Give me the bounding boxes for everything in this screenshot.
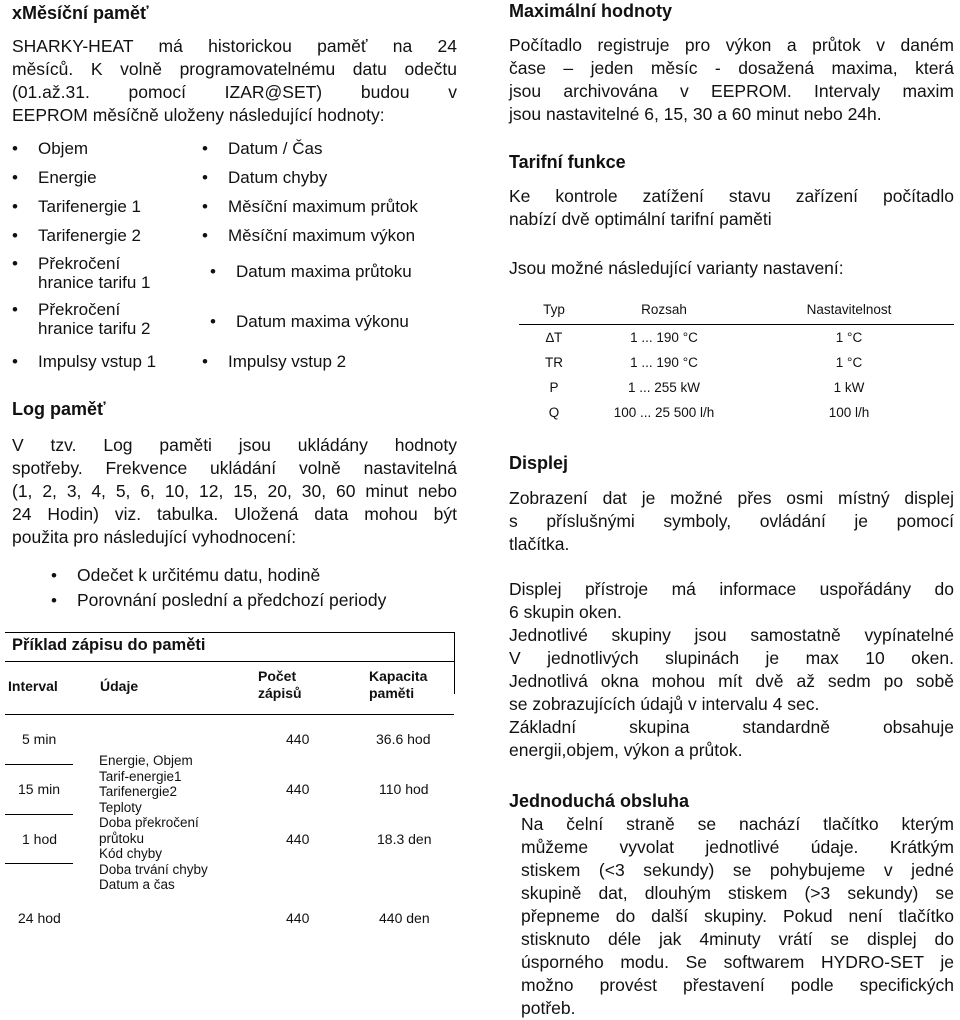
text-line: Základní skupina standardně obsahuje bbox=[509, 717, 954, 737]
text-line: V jednotlivých slupinách je max 10 oken. bbox=[509, 648, 954, 668]
memory-example-table bbox=[8, 632, 467, 1003]
table-rule bbox=[454, 632, 455, 694]
log-memory-paragraph bbox=[12, 434, 457, 549]
text-line: 6 skupin oken. bbox=[509, 602, 622, 622]
count-cell: 440 bbox=[286, 731, 310, 747]
tariff-paragraph bbox=[509, 185, 954, 231]
range-cell: 1 ... 190 °C bbox=[630, 355, 698, 370]
list-item: • Datum / Čas bbox=[228, 138, 322, 159]
count-cell: 440 bbox=[286, 910, 310, 926]
list-item: • Tarifenergie 2 bbox=[38, 225, 141, 246]
text-line: čase – jeden měsíc - dosažená maxima, která bbox=[509, 58, 954, 78]
type-cell: ∆T bbox=[545, 330, 563, 345]
text-line: tlačítka. bbox=[509, 534, 570, 554]
text-line: 24 Hodin) viz. tabulka. Uložená data mohou být bbox=[12, 504, 457, 524]
header-type: Typ bbox=[543, 302, 565, 317]
display-paragraph-2 bbox=[509, 578, 954, 762]
list-item: • Energie bbox=[38, 167, 97, 188]
type-cell: Q bbox=[548, 405, 560, 420]
simple-operation-paragraph bbox=[521, 813, 954, 1020]
text-line: použita pro následující vyhodnocení: bbox=[12, 527, 297, 547]
text-line: potřeb. bbox=[521, 998, 576, 1018]
table-rule bbox=[5, 714, 454, 715]
adjust-cell: 1 °C bbox=[835, 330, 863, 345]
text-line: nabízí dvě optimální tarifní paměti bbox=[509, 209, 772, 229]
interval-cell: 5 min bbox=[22, 731, 57, 747]
table-header-row bbox=[509, 298, 954, 324]
text-line: energii,objem, výkon a průtok. bbox=[509, 740, 743, 760]
capacity-cell: 18.3 den bbox=[377, 831, 432, 847]
count-cell: 440 bbox=[286, 831, 310, 847]
max-values-paragraph bbox=[509, 34, 954, 126]
data-item: Teploty bbox=[99, 799, 142, 815]
text-line: Zobrazení dat je možné přes osmi místný displej bbox=[509, 488, 954, 508]
interval-cell: 15 min bbox=[18, 781, 61, 797]
display-paragraph-1 bbox=[509, 487, 954, 556]
table-row bbox=[509, 326, 954, 352]
text-line: přepneme do další skupiny. Pokud není tlačítko bbox=[521, 906, 954, 926]
list-item: • Impulsy vstup 1 bbox=[38, 351, 156, 372]
list-item: • Měsíční maximum průtok bbox=[228, 196, 418, 217]
data-item: Kód chyby bbox=[99, 846, 163, 861]
list-item: • Objem bbox=[38, 138, 88, 159]
header-data: Údaje bbox=[100, 678, 139, 694]
text-line: jsou nastavitelné 6, 15, 30 a 60 minut nebo 24h. bbox=[509, 104, 882, 124]
text-line: možno provést přestavení podle specifických bbox=[521, 975, 954, 995]
simple-operation-heading: Jednoduchá obsluha bbox=[509, 791, 690, 811]
text-line: Na čelní straně se nachází tlačítko kterým bbox=[521, 814, 954, 834]
display-heading: Displej bbox=[509, 453, 569, 473]
range-cell: 100 ... 25 500 l/h bbox=[613, 405, 715, 420]
text-line: Jednotlivé skupiny jsou samostatně vypínatelné bbox=[509, 625, 954, 645]
table-row bbox=[509, 351, 954, 377]
text-line: (1, 2, 3, 4, 5, 6, 10, 12, 15, 20, 30, 60 minut nebo bbox=[12, 481, 457, 501]
data-item: Tarif-energie1 bbox=[99, 768, 182, 784]
text-line: můžeme vyvolat jednotlivé údaje. Krátkým bbox=[521, 837, 954, 857]
log-usage-item: • Odečet k určitému datu, hodině bbox=[77, 565, 320, 586]
data-item: průtoku bbox=[99, 830, 145, 846]
list-item: • Datum maxima průtoku bbox=[236, 261, 412, 282]
text-line: Jednotlivá okna mohou mít dvě až sedm po sobě bbox=[509, 671, 954, 691]
table-row bbox=[509, 401, 954, 427]
table-row bbox=[509, 376, 954, 402]
list-item: • Překročení hranice tarifu 1 bbox=[38, 254, 163, 292]
type-cell: TR bbox=[545, 355, 563, 370]
tariff-variants-text: Jsou možné následující varianty nastavení: bbox=[509, 258, 844, 278]
list-item: • Impulsy vstup 2 bbox=[228, 351, 346, 372]
header-range: Rozsah bbox=[641, 302, 687, 317]
data-item: Doba trvání chyby bbox=[99, 861, 208, 877]
table-rule bbox=[5, 764, 73, 765]
monthly-memory-paragraph bbox=[12, 35, 457, 127]
text-line: Počítadlo registruje pro výkon a průtok v daném bbox=[509, 35, 954, 55]
capacity-cell: 440 den bbox=[379, 910, 430, 926]
data-item: Doba překročení bbox=[99, 815, 199, 830]
capacity-cell: 36.6 hod bbox=[376, 731, 431, 747]
text-line: Ke kontrole zatížení stavu zařízení počítadlo bbox=[509, 186, 954, 206]
text-line: Displej přístroje má informace uspořádány do bbox=[509, 579, 954, 599]
table-rule bbox=[519, 324, 954, 325]
table-rule bbox=[5, 814, 73, 815]
table-caption: Příklad zápisu do paměti bbox=[12, 636, 206, 654]
table-rule bbox=[5, 863, 73, 864]
range-cell: 1 ... 190 °C bbox=[630, 330, 698, 345]
header-adjustability: Nastavitelnost bbox=[806, 302, 892, 317]
text-line: V tzv. Log paměti jsou ukládány hodnoty bbox=[12, 435, 457, 455]
count-cell: 440 bbox=[286, 781, 310, 797]
text-line: spotřeby. Frekvence ukládání volně nastavitelná bbox=[12, 458, 457, 478]
header-capacity: Kapacita paměti bbox=[369, 668, 428, 701]
data-item: Tarifenergie2 bbox=[99, 784, 178, 799]
type-cell: P bbox=[549, 380, 559, 395]
adjust-cell: 100 l/h bbox=[828, 405, 870, 420]
text-line: skupině dat, dlouhým stiskem (>3 sekundy) se bbox=[521, 883, 954, 903]
text-line: SHARKY-HEAT má historickou paměť na 24 bbox=[12, 36, 457, 56]
interval-cell: 1 hod bbox=[22, 831, 58, 847]
max-values-heading: Maximální hodnoty bbox=[509, 1, 673, 21]
data-item: Energie, Objem bbox=[99, 753, 193, 768]
text-line: (01.až.31. pomocí IZAR@SET) budou v bbox=[12, 82, 457, 102]
log-memory-heading: Log paměť bbox=[12, 399, 106, 419]
text-line: EEPROM měsíčně uloženy následující hodnoty: bbox=[12, 105, 385, 125]
list-item: • Datum maxima výkonu bbox=[236, 311, 409, 332]
table-rule bbox=[5, 661, 454, 662]
text-line: se zobrazujících údajů v intervalu 4 sec. bbox=[509, 694, 820, 714]
adjust-cell: 1 kW bbox=[833, 380, 865, 395]
header-interval: Interval bbox=[8, 678, 58, 694]
text-line: stisknuto déle jak 4minuty vrátí se displej do bbox=[521, 929, 954, 949]
list-item: • Měsíční maximum výkon bbox=[228, 225, 415, 246]
range-cell: 1 ... 255 kW bbox=[627, 380, 701, 395]
list-item: • Datum chyby bbox=[228, 167, 327, 188]
tariff-heading: Tarifní funkce bbox=[509, 152, 626, 172]
data-items-cell bbox=[99, 753, 208, 893]
log-usage-item: • Porovnání poslední a předchozí periody bbox=[77, 590, 386, 611]
text-line: jsou archivována v EEPROM. Intervaly maxim bbox=[509, 81, 954, 101]
capacity-cell: 110 hod bbox=[379, 781, 429, 797]
text-line: s příslušnými symboly, ovládání je pomocí bbox=[509, 511, 954, 531]
monthly-memory-heading: xMěsíční paměť bbox=[12, 3, 149, 23]
header-count: Počet zápisů bbox=[258, 668, 302, 701]
table-rule bbox=[5, 632, 454, 633]
adjust-cell: 1 °C bbox=[835, 355, 863, 370]
text-line: úsporného modu. Se softwarem HYDRO-SET je bbox=[521, 952, 954, 972]
data-item: Datum a čas bbox=[99, 877, 175, 892]
text-line: měsíců. K volně programovatelnému datu odečtu bbox=[12, 59, 457, 79]
list-item: • Tarifenergie 1 bbox=[38, 196, 141, 217]
interval-cell: 24 hod bbox=[18, 910, 61, 926]
text-line: stiskem (<3 sekundy) se pohybujeme v jedné bbox=[521, 860, 954, 880]
list-item: • Překročení hranice tarifu 2 bbox=[38, 300, 163, 338]
